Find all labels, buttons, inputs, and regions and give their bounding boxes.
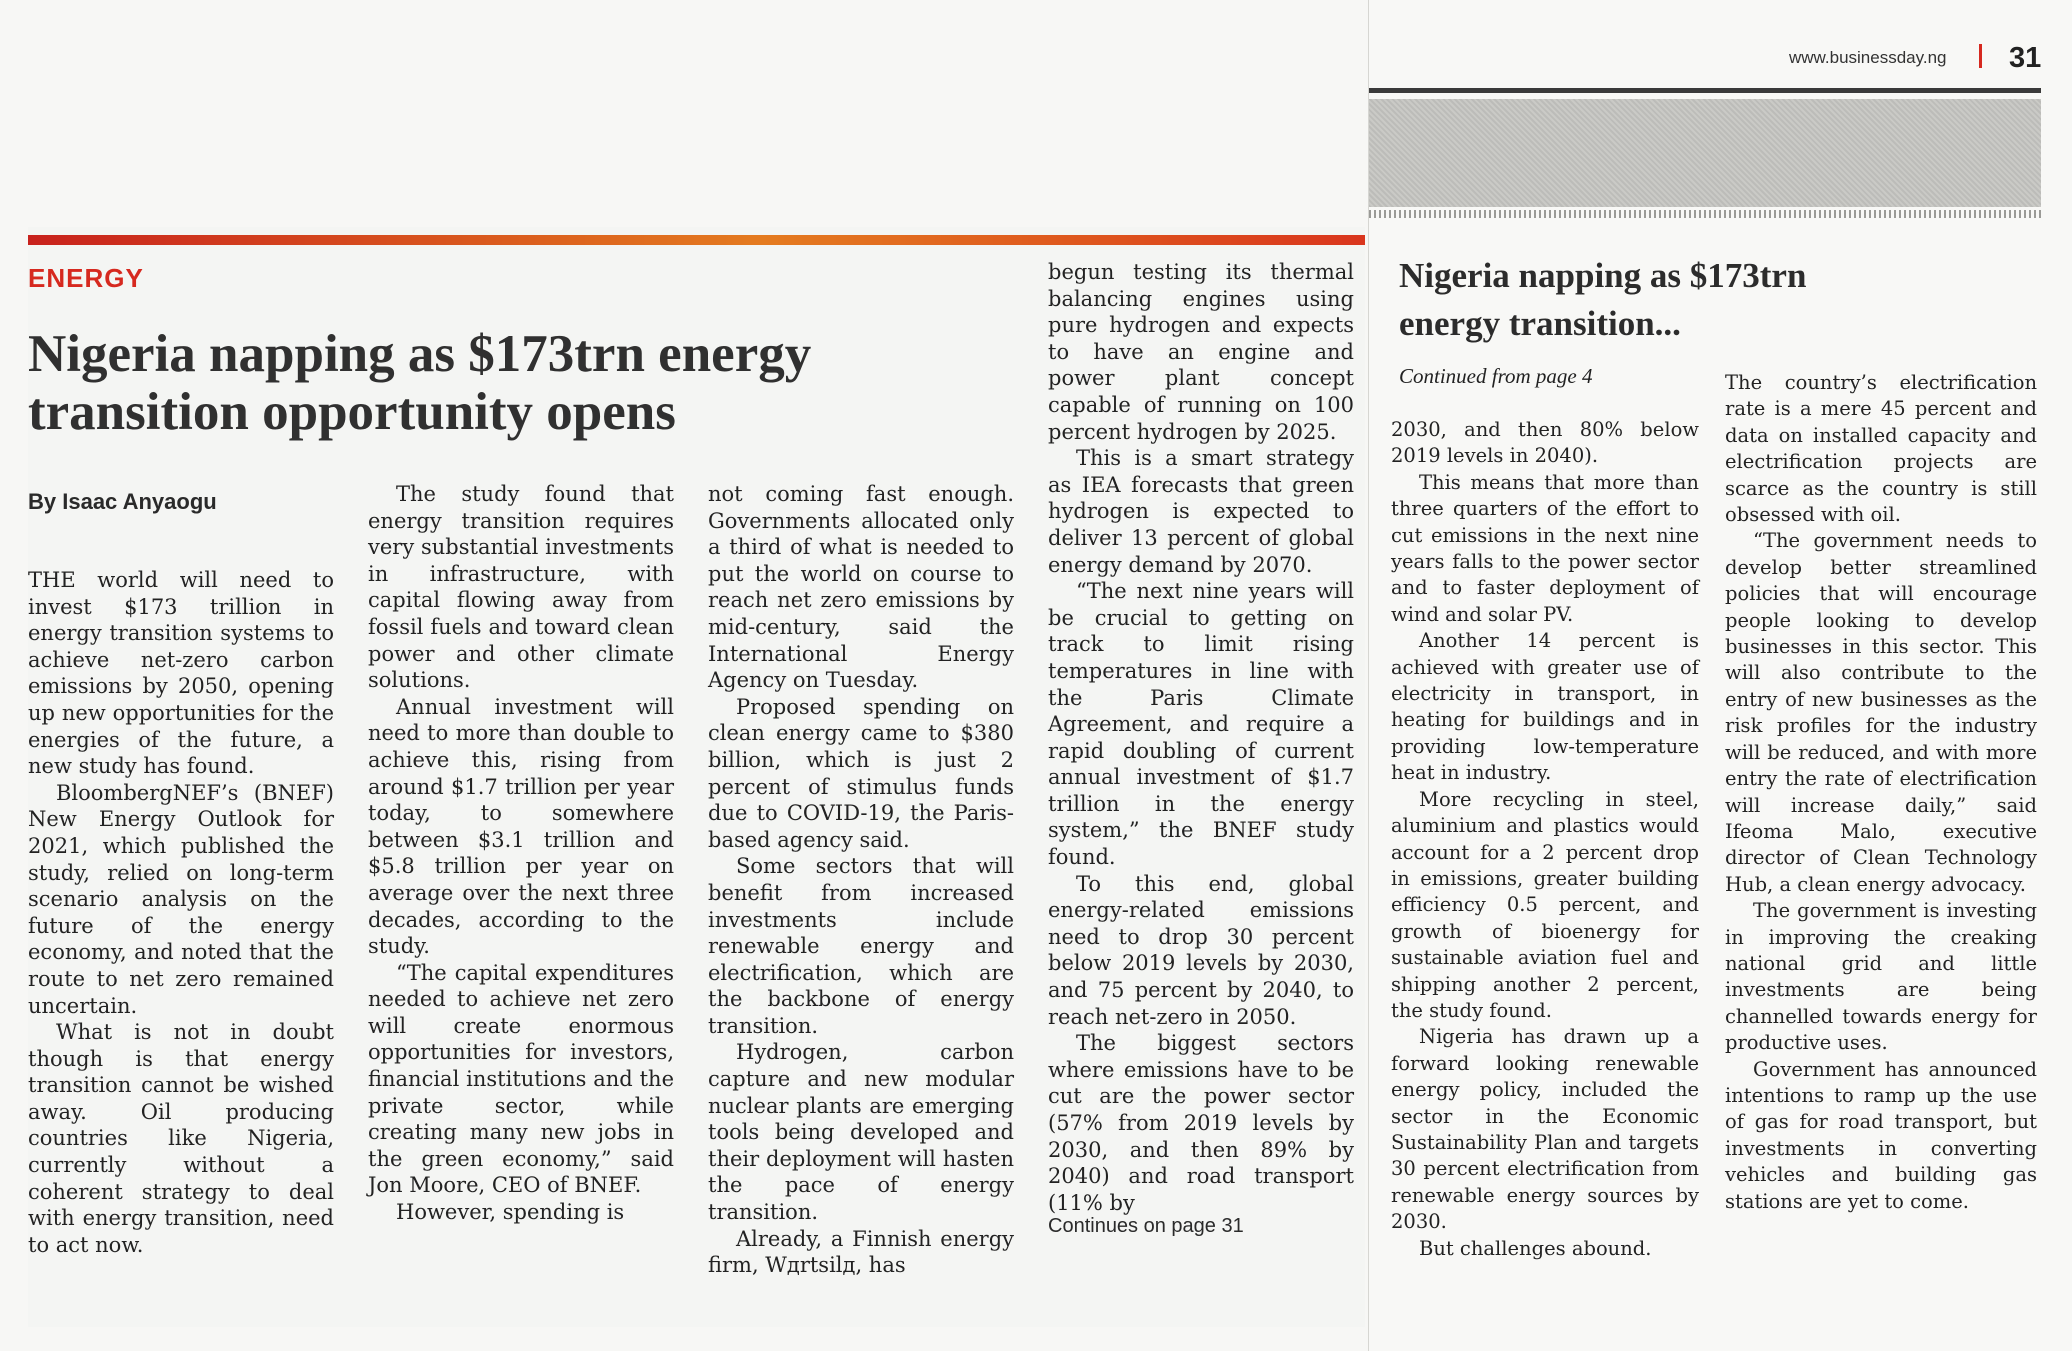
page-number: 31: [2009, 42, 2042, 74]
print-texture-band: [1369, 99, 2041, 207]
paragraph: “The capital expenditures needed to achieve net zero will create enormous opportunities for investors, financial institutions and the private sector, while creating many new jobs in the green economy,” said Jon Moore, CEO of BNEF.: [368, 960, 674, 1198]
paragraph: “The government needs to develop better streamlined policies that will encourage people looking to develop businesses in this sector. This will also contribute to the entry of new businesses as the risk profiles for the industry will be reduced, and with more entry the rate of electrification will increase daily,” said Ifeoma Malo, executive director of Clean Technology Hub, a clean energy advocacy.: [1725, 529, 2037, 896]
jump-headline-line-1: Nigeria napping as $173trn: [1399, 256, 1807, 295]
paragraph: Some sectors that will benefit from increased investments include renewable energy and electrification, which are the backbone of energy transition.: [708, 854, 1014, 1038]
paragraph: What is not in doubt though is that energy transition cannot be wished away. Oil producing countries like Nigeria, currently without a coherent strategy to deal with energy transition, need to act now.: [28, 1020, 334, 1257]
paragraph: The biggest sectors where emissions have to be cut are the power sector (57% from 2019 levels by 2030, and then 89% by 2040) and road transport (11% by: [1048, 1031, 1354, 1215]
jump-headline-line-2: energy transition...: [1399, 304, 1681, 343]
paragraph: This is a smart strategy as IEA forecasts that green hydrogen is expected to deliver 13 percent of global energy demand by 2070.: [1048, 446, 1354, 577]
paragraph: 2030, and then 80% below 2019 levels in 2040).: [1391, 418, 1699, 468]
paragraph: BloombergNEF’s (BNEF) New Energy Outlook for 2021, which published the study, relied on long-term scenario analysis on the future of the energy economy, and noted that the route to net zero remained uncertain.: [28, 780, 334, 1018]
jump-column-1: [1391, 417, 1699, 1262]
byline: By Isaac Anyaogu: [28, 489, 217, 514]
headline-line-1: Nigeria napping as $173trn energy: [28, 325, 812, 383]
header-rule: [1369, 88, 2041, 93]
article-column-3: [708, 481, 1014, 1279]
paragraph: To this end, global energy-related emissions need to drop 30 percent below 2019 levels by 2030, and 75 percent by 2040, to reach net-zero in 2050.: [1048, 871, 1354, 1029]
jump-column-2: [1725, 370, 2037, 1215]
paragraph: not coming fast enough. Governments allocated only a third of what is needed to put the world on course to reach net zero emissions by mid-century, said the International Energy Agency on Tuesday.: [708, 482, 1014, 693]
article-headline: [28, 325, 928, 441]
paragraph: However, spending is: [396, 1200, 625, 1225]
paragraph: Government has announced intentions to ramp up the use of gas for road transport, but investments in converting vehicles and building gas stations are yet to come.: [1725, 1057, 2037, 1213]
paragraph: Hydrogen, carbon capture and new modular nuclear plants are emerging tools being developed and their deployment will hasten the pace of energy transition.: [708, 1040, 1014, 1225]
paragraph: Proposed spending on clean energy came to $380 billion, which is just 2 percent of stimulus funds due to COVID-19, the Paris-based agency said.: [708, 694, 1014, 852]
section-label: ENERGY: [28, 263, 144, 293]
paragraph: More recycling in steel, aluminium and plastics would account for a 2 percent drop in emissions, greater building efficiency 0.5 percent, and growth of bioenergy for sustainable aviation fuel and shipping another 2 percent, the study found.: [1391, 787, 1699, 1022]
article-column-4: [1048, 259, 1354, 1216]
dotted-divider: [1369, 210, 2041, 218]
continued-from-note: Continued from page 4: [1399, 364, 1593, 388]
paragraph: The country’s electrification rate is a mere 45 percent and data on installed capacity and electrification projects are scarce as the country is still obsessed with oil.: [1725, 371, 2037, 527]
article-clipping-page-4: [28, 227, 1365, 1327]
article-column-2: [368, 481, 674, 1226]
paragraph: Another 14 percent is achieved with greater use of electricity in transport, in heating for buildings and in providing low-temperature heat in industry.: [1391, 629, 1699, 785]
paragraph: THE world will need to invest $173 trillion in energy transition systems to achieve net-zero carbon emissions by 2050, opening up new opportunities for the energies of the future, a new study has found.: [28, 568, 334, 779]
paragraph: Already, a Finnish energy firm, Wдrtsilд, has: [708, 1226, 1014, 1278]
publication-url: www.businessday.ng: [1789, 48, 1947, 67]
paragraph: This means that more than three quarters of the effort to cut emissions in the next nine years falls to the power sector and to faster deployment of wind and solar PV.: [1391, 470, 1699, 626]
paragraph: Nigeria has drawn up a forward looking renewable energy policy, included the sector in the Economic Sustainability Plan and targets 30 percent electrification from renewable energy sources by 2030.: [1391, 1025, 1699, 1234]
headline-line-2: transition opportunity opens: [28, 383, 676, 441]
paragraph: The study found that energy transition requires very substantial investments in infrastructure, with capital flowing away from fossil fuels and toward clean power and other climate solutions.: [368, 482, 674, 693]
url-separator: [1979, 44, 1982, 68]
paragraph: begun testing its thermal balancing engines using pure hydrogen and expects to have an engine and power plant concept capable of running on 100 percent hydrogen by 2025.: [1048, 260, 1354, 444]
continuation-note: Continues on page 31: [1048, 1215, 1244, 1237]
paragraph: But challenges abound.: [1419, 1236, 1652, 1260]
paragraph: The government is investing in improving the creaking national grid and little investments are being channelled towards energy for productive uses.: [1725, 899, 2037, 1055]
paragraph: “The next nine years will be crucial to getting on track to limit rising temperatures in line with the Paris Climate Agreement, and require a rapid doubling of current annual investment of $1.7 trillion in the energy system,” the BNEF study found.: [1048, 579, 1354, 870]
paragraph: Annual investment will need to more than double to achieve this, rising from around $1.7 trillion per year today, to somewhere between $3.1 trillion and $5.8 trillion per year on average over the next three decades, according to the study.: [368, 694, 674, 959]
article-column-1: [28, 567, 334, 1258]
jump-headline: [1399, 252, 1919, 348]
section-color-bar: [28, 235, 1365, 245]
article-clipping-page-31: [1368, 0, 2072, 1351]
